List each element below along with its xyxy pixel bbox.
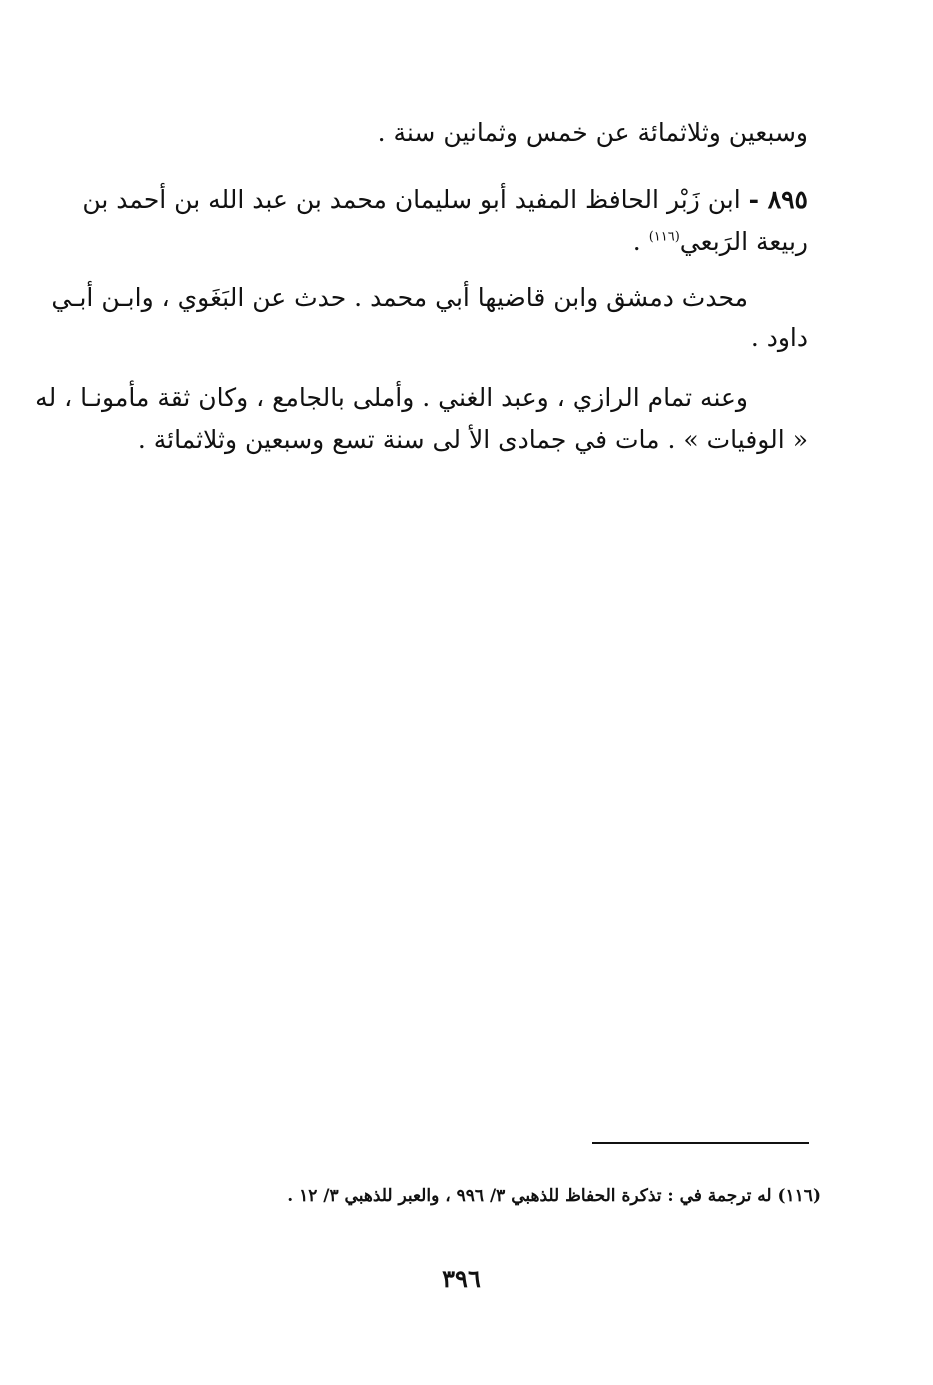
footnote-separator xyxy=(592,1142,809,1144)
text-line-3 xyxy=(633,222,808,262)
text-line-4: محدث دمشق وابن قاضيها أبي محمد . حدث عن البَغَوي ، وابـن أبـي xyxy=(51,283,748,312)
entry-number: ٨٩٥ - xyxy=(748,185,808,214)
footnote: (١١٦) له ترجمة في : تذكرة الحفاظ للذهبي ٣/ ٩٩٦ ، والعبر للذهبي ٣/ ١٢ . xyxy=(287,1186,821,1206)
footnote-reference: (١١٦) xyxy=(648,229,680,245)
line-3-end: . xyxy=(632,227,649,256)
text-line-7: « الوفيات » . مات في جمادى الأ لى سنة تسع وسبعين وثلاثمائة . xyxy=(137,425,808,454)
text-line-5: داود . xyxy=(750,323,808,352)
page-number: ٣٩٦ xyxy=(442,1264,481,1293)
entry-name: ابن زَبْر الحافظ المفيد أبو سليمان محمد بن عبد الله بن أحمد بن xyxy=(82,185,741,214)
entry-name-continuation: ربيعة الرَبعي xyxy=(679,227,808,256)
entry-895-heading xyxy=(82,180,808,220)
text-line-1: وسبعين وثلاثمائة عن خمس وثمانين سنة . xyxy=(377,118,808,147)
text-line-6: وعنه تمام الرازي ، وعبد الغني . وأملى بالجامع ، وكان ثقة مأمونـا ، له xyxy=(35,383,748,412)
